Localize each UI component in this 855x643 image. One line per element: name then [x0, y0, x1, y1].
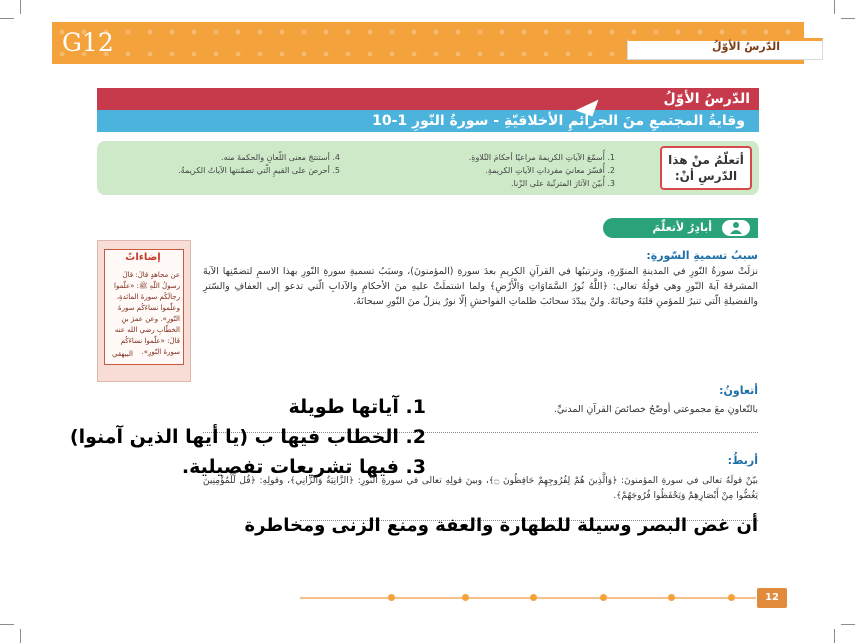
objective-item: 3. أُبيّنَ الآثارَ المترتّبةَ على الزّنا.: [510, 179, 615, 188]
answer-item: 2. الخطاب فيها ب (يا أيها الذين آمنوا): [69, 426, 426, 448]
page-number: 12: [765, 592, 779, 603]
insights-body: عن مجاهدٍ قالَ: قالَ رسولُ اللّهِ ﷺ: «علّموا رجالَكُم سورةَ المائدةِ، وعلّموا نساءَكُم سورةَ النّورِ». وعن عمرَ بنِ الخطّابِ رضي الله عنه قالَ: «علّموا نساءَكُم سورةَ النّورِ».: [114, 271, 180, 356]
section-title-cooperate: أتعاونُ:: [719, 384, 758, 397]
objective-item: 5. أحرصَ على القيمِ الّتي تضمّنتها الآياتُ الكريمةُ.: [178, 166, 340, 175]
section-text-link: بيّنْ قولَهُ تعالى في سورةِ المؤمنونَ: ﴿وَالَّذِينَ هُمْ لِفُرُوجِهِمْ حَافِظُونَ ۝﴾، وبينَ قولِهِ تعالى في سورةِ النّورِ: ﴿الزَّانِيَةُ وَالزَّانِي﴾، وقولِهِ: ﴿قُل لِّلْمُؤْمِنِينَ يَغُضُّوا مِنْ أَبْصَارِهِمْ وَيَحْفَظُوا فُرُوجَهُمْ﴾.: [203, 476, 758, 501]
crop-mark: [841, 18, 855, 19]
grade-label: G12: [62, 28, 114, 57]
section-text-cooperate: بالتّعاونِ معَ مجموعتي أوضّحُ خصائصَ القرآنِ المدنيِّ.: [553, 404, 758, 415]
footer-dot: [462, 594, 469, 601]
section-title-naming: سببُ تسميةِ السّورةِ:: [646, 249, 758, 262]
lesson-tab-label: الدّرسُ الأوّلُ: [712, 40, 780, 53]
crop-mark: [0, 18, 14, 19]
lesson-heading: الدّرسُ الأوّلُ: [663, 91, 750, 107]
objectives-list: [112, 151, 340, 177]
answer-item: 3. فيها تشريعات تفصيلية.: [181, 456, 426, 478]
insights-title: إضاءاتٌ: [125, 252, 161, 263]
crop-mark: [841, 624, 855, 625]
footer-dot: [530, 594, 537, 601]
crop-mark: [0, 624, 14, 625]
objective-item: 4. أستنتجَ معنى اللّعانِ والحكمةَ منه.: [221, 153, 340, 162]
crop-mark: [834, 0, 835, 14]
footer-dot: [600, 594, 607, 601]
person-icon: [722, 220, 750, 236]
crop-mark: [834, 629, 835, 643]
section-text-naming: نزلَتْ سورةُ النّورِ في المدينةِ المنوّرةِ، وترتيبُها في القرآنِ الكريمِ بعدَ سورةِ (المؤمنونَ)، وسبَبُ تسميةِ سورةِ النّورِ بهذا الاسمِ لتضمّنِها الآيةَ المشرقةَ آيةَ النّورِ وهي قولُهُ تعالى: ﴿اللَّهُ نُورُ السَّمَاوَاتِ وَالْأَرْضِ﴾ ولما اشتملَتْ عليهِ منَ الأحكامِ والآدابِ الّتي تدعو إلى العفافِ والسّترِ والفضيلةِ الّتي تنيرُ للمؤمنِ قلبَهُ وحياتَهُ. ولنْ يبدّدَ سحائبَ ظلماتِ الفواحشِ إلّا نورٌ ينزلُ منَ النّورِ سبحانَهُ.: [203, 266, 758, 307]
crop-mark: [20, 0, 21, 14]
crop-mark: [20, 629, 21, 643]
answer-item: 1. آياتها طويلة: [288, 396, 426, 418]
section-title-link: أربطُ:: [727, 454, 758, 467]
footer-dot: [668, 594, 675, 601]
lesson-title: وقايةُ المجتمعِ منَ الجرائمِ الأخلاقيّةِ - سورةُ النّورِ 1-10: [372, 113, 745, 129]
footer-line: [300, 597, 756, 599]
objectives-list: [410, 151, 615, 190]
insights-source: البيهقي: [112, 350, 133, 358]
footer-dot: [388, 594, 395, 601]
link-answer: أن غض البصر وسيلة للطهارة والعفة ومنع الزنى ومخاطرة: [244, 515, 758, 536]
objective-item: 1. أُسمّعَ الآياتِ الكريمةَ مراعيًا أحكامَ التّلاوةِ.: [468, 153, 615, 162]
start-learning-label: أبادِرُ لأتعلّمَ: [652, 221, 712, 234]
objectives-label: أتعلّمُ منْ هذا الدّرسِ أنْ:: [660, 146, 752, 190]
footer-dot: [728, 594, 735, 601]
objective-item: 2. أُفسّرَ معانيَ مفرداتِ الآياتِ الكريمةِ.: [485, 166, 615, 175]
